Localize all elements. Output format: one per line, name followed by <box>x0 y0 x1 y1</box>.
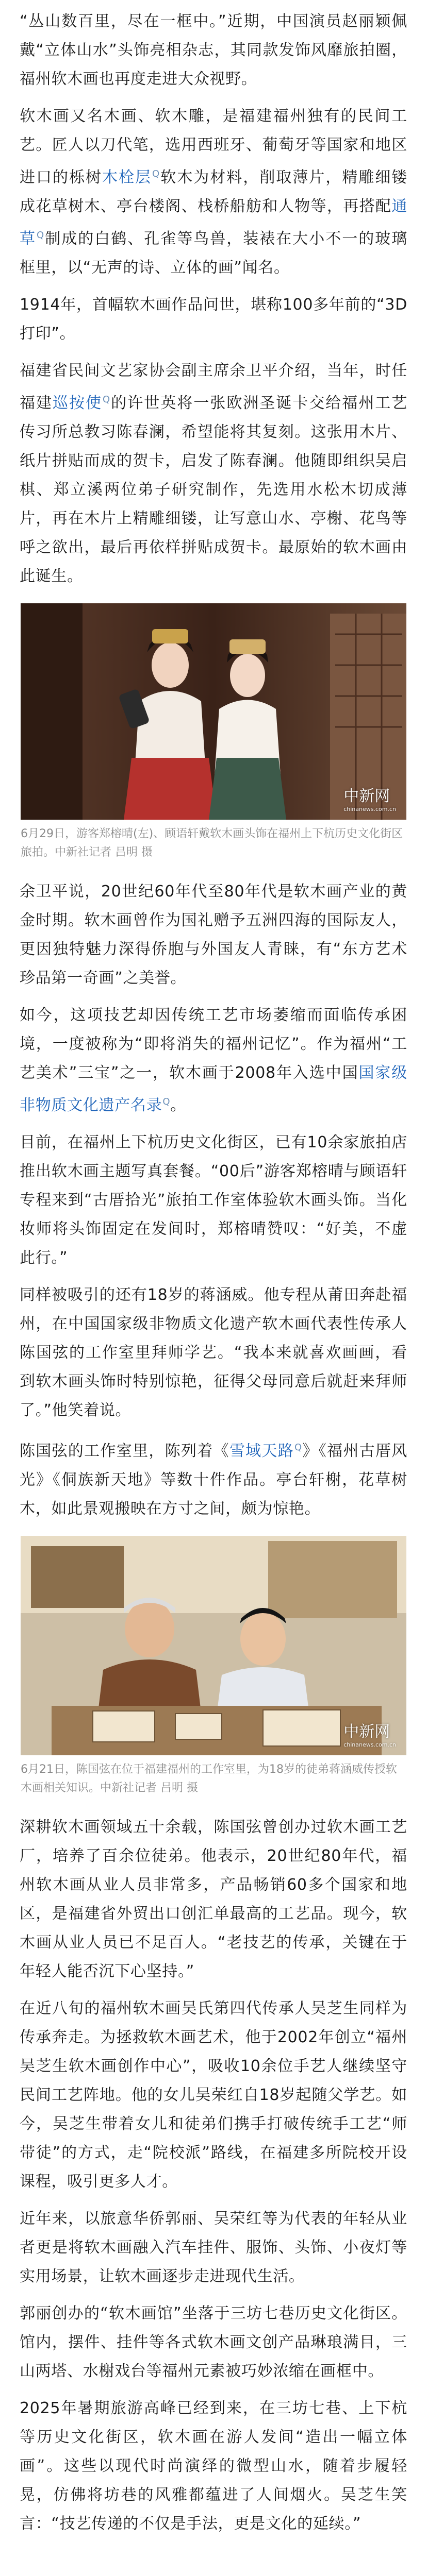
paragraph-heritage: 如今，这项技艺却因传统工艺市场萎缩而面临传承困境，一度被称为“即将消失的福州记忆”。作为福州“工艺美术”三宝”之一，软木画于2008年入选中国国家级非物质文化遗产名录$^Q$。 <box>20 1006 407 1114</box>
paragraph-young-practitioners: 近年来，以旅意华侨郭丽、吴荣红等为代表的年轻从业者更是将软木画融入汽车挂件、服饰、头饰、小夜灯等实用场景，让软木画逐步走进现代生活。 <box>20 2210 407 2285</box>
paragraph-studio-works: 陈国弦的工作室里，陈列着《雪域天路$^Q$》《福州古厝风光》《侗族新天地》等数十件作品。亭台轩榭，花草树木，如此景观搬映在方寸之间，颇为惊艳。 <box>20 1442 407 1518</box>
watermark-logo: 中新网 chinanews.com.cn <box>343 1723 396 1748</box>
caption-photo-2: 6月21日，陈国弦在位于福建福州的工作室里，为18岁的徒弟蒋涵威传授软木画相关知识。中新社记者 吕明 摄 <box>21 1763 397 1794</box>
caption-photo-1: 6月29日，游客郑榕晴(左)、顾语轩戴软木画头饰在福州上下杭历史文化街区旅拍。中新社记者 吕明 摄 <box>21 827 403 859</box>
search-magnifier-icon[interactable]: Q <box>162 1096 171 1107</box>
paragraph-1914: 1914年，首幅软木画作品问世，堪称100多年前的“3D打印”。 <box>20 296 407 343</box>
paragraph-origin: 福建省民间文艺家协会副主席余卫平介绍，当年，时任福建巡按使$^Q$的许世英将一张欧洲圣诞卡交给福州工艺传习所总教习陈春澜，希望能将其复刻。这张用木片、纸片拼贴而成的贺卡，启发了陈春澜。他随即组织吴启棋、郑立溪两位弟子研究制作，先选用水松木切成薄片，再在木片上精雕细镂，让写意山水、亭榭、花鸟等呼之欲出，最后再依样拼贴成贺卡。最原始的软木画由此诞生。 <box>20 362 407 585</box>
link-heritage-list[interactable]: 国家级非物质文化遗产名录 <box>20 1064 407 1114</box>
search-magnifier-icon[interactable]: Q <box>37 230 44 241</box>
link-cork-layer[interactable]: 木栓层 <box>102 168 152 187</box>
paragraph-cork-museum: 郭丽创办的“软木画馆”坐落于三坊七巷历史文化街区。馆内，摆件、挂件等各式软木画文创产品琳琅满目，三山两塔、水榭戏台等福州元素被巧妙浓缩在画框中。 <box>20 2304 407 2380</box>
photo-master-apprentice <box>21 1536 406 1755</box>
paragraph-master-career: 深耕软木画领域五十余载，陈国弦曾创办过软木画工艺厂，培养了百余位徒弟。他表示，20世纪80年代，福州软木画从业人员非常多，产品畅销60多个国家和地区，是福建省外贸出口创汇单最高的工艺品。现今，软木画从业人员已不足百人。“老技艺的传承，关键在于年轻人能否沉下心坚持。” <box>20 1818 407 1980</box>
paragraph-golden-age: 余卫平说，20世纪60年代至80年代是软木画产业的黄金时期。软木画曾作为国礼赠予五洲四海的国际友人，更因独特魅力深得侨胞与外国友人青睐，有“东方艺术珍品第一奇画”之美誉。 <box>20 883 407 987</box>
article-body <box>0 7 427 2538</box>
photo-tourists-headdress <box>21 603 406 820</box>
photo-1-container <box>21 603 406 820</box>
search-magnifier-icon[interactable]: Q <box>294 1442 302 1453</box>
link-governor[interactable]: 巡按使 <box>53 394 103 412</box>
paragraph-definition: 软木画又名木画、软木雕，是福建福州独有的民间工艺。匠人以刀代笔，选用西班牙、葡萄牙等国家和地区进口的栎树木栓层$^Q$软木为材料，削取薄片，精雕细镂成花草树木、亭台楼阁、栈桥船舫和人物等，再搭配通草$^Q$制成的白鹤、孔雀等鸟兽，装裱在大小不一的玻璃框里，以“无声的诗、立体的画”闻名。 <box>20 107 408 277</box>
paragraph-summer-tourism: 2025年暑期旅游高峰已经到来，在三坊七巷、上下杭等历史文化街区，软木画在游人发间“造出一幅立体画”。这些以现代时尚演绎的微型山水，随着步履轻晃，仿佛将坊巷的风雅都蕴进了人间烟火。吴芝生笑言：“技艺传递的不仅是手法，更是文化的延续。” <box>20 2399 407 2533</box>
paragraph-photo-studios: 目前，在福州上下杭历史文化街区，已有10余家旅拍店推出软木画主题写真套餐。“00后”游客郑榕晴与顾语轩专程来到“古厝拾光”旅拍工作室体验软木画头饰。当化妆师将头饰固定在发间时，郑榕晴赞叹：“好美，不虚此行。” <box>20 1133 407 1267</box>
link-tongcao[interactable]: 通草 <box>20 197 407 248</box>
paragraph-wu-family: 在近八旬的福州软木画吴氏第四代传承人吴芝生同样为传承奔走。为拯救软木画艺术，他于2002年创立“福州吴芝生软木画创作中心”，吸收10余位手艺人继续坚守民间工艺阵地。他的女儿吴荣红自18岁起随父学艺。如今，吴芝生带着女儿和徒弟们携手打破传统手工艺“师带徒”的方式，走“院校派”路线，在福建多所院校开设课程，吸引更多人才。 <box>20 1999 407 2191</box>
paragraph-apprentice: 同样被吸引的还有18岁的蒋涵威。他专程从莆田奔赴福州，在中国国家级非物质文化遗产软木画代表性传承人陈国弦的工作室里拜师学艺。“我本来就喜欢画画，看到软木画头饰时特别惊艳，征得父母同意后就赶来拜师了。”他笑着说。 <box>20 1286 407 1419</box>
search-magnifier-icon[interactable]: Q <box>152 168 160 179</box>
paragraph-intro: “丛山数百里，尽在一框中。”近期，中国演员赵丽颖佩戴“立体山水”头饰亮相杂志，其同款发饰风靡旅拍圈，福州软木画也再度走进大众视野。 <box>20 12 407 88</box>
photo-2-container <box>21 1536 406 1755</box>
search-magnifier-icon[interactable]: Q <box>103 394 110 405</box>
link-snow-road[interactable]: 雪域天路 <box>229 1442 294 1460</box>
watermark-logo: 中新网 chinanews.com.cn <box>343 787 396 812</box>
